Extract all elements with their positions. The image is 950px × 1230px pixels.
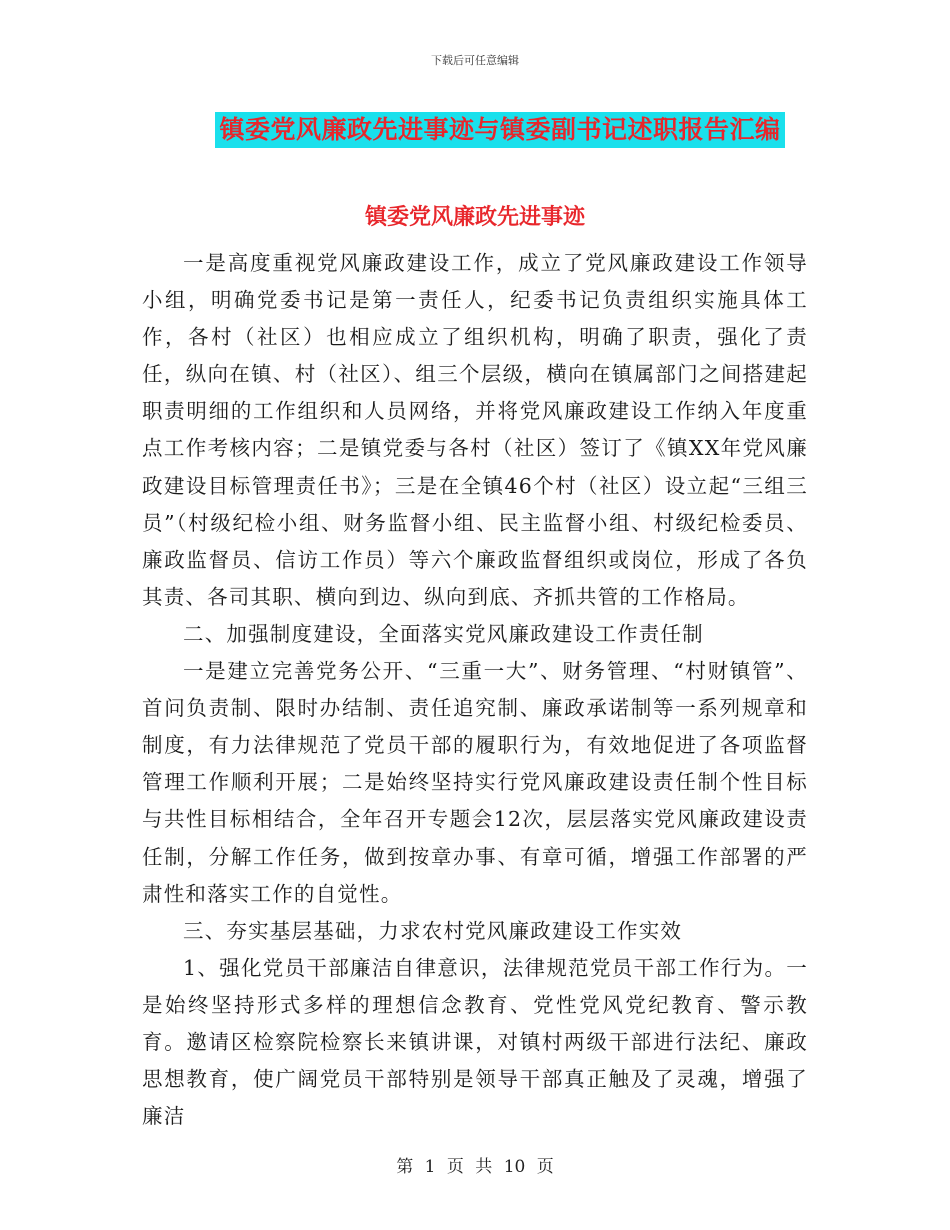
page-footer: 第 1 页 共 10 页 [396, 1157, 554, 1177]
paragraph: 一是建立完善党务公开、“三重一大”、财务管理、“村财镇管”、首问负责制、限时办结制、责任追究制、廉政承诺制等一系列规章和制度，有力法律规范了党员干部的履职行为，有效地促进了各项监督管理工作顺利开展；二是始终坚持实行党风廉政建设责任制个性目标与共性目标相结合，全年召开专题会12次，层层落实党风廉政建设责任制，分解工作任务，做到按章办事、有章可循，增强工作部署的严肃性和落实工作的自觉性。 [142, 659, 808, 906]
paragraph: 二、加强制度建设，全面落实党风廉政建设工作责任制 [183, 621, 704, 646]
paragraph: 三、夯实基层基础，力求农村党风廉政建设工作实效 [183, 918, 683, 943]
document-body [142, 245, 808, 1135]
document-title: 镇委党风廉政先进事迹与镇委副书记述职报告汇编 [215, 112, 784, 148]
header-note: 下载后可任意编辑 [431, 54, 519, 67]
title-container [0, 112, 950, 148]
paragraph: 1、强化党员干部廉洁自律意识，法律规范党员干部工作行为。一是始终坚持形式多样的理想信念教育、党性党风党纪教育、警示教育。邀请区检察院检察长来镇讲课，对镇村两级干部进行法纪、廉政思想教育，使广阔党员干部特别是领导干部真正触及了灵魂，增强了廉洁 [142, 955, 808, 1129]
paragraph: 一是高度重视党风廉政建设工作，成立了党风廉政建设工作领导小组，明确党委书记是第一责任人，纪委书记负责组织实施具体工作，各村（社区）也相应成立了组织机构，明确了职责，强化了责任，纵向在镇、村（社区）、组三个层级，横向在镇属部门之间搭建起职责明细的工作组织和人员网络，并将党风廉政建设工作纳入年度重点工作考核内容；二是镇党委与各村（社区）签订了《镇XX年党风廉政建设目标管理责任书》；三是在全镇46个村（社区）设立起“三组三员”（村级纪检小组、财务监督小组、民主监督小组、村级纪检委员、廉政监督员、信访工作员）等六个廉政监督组织或岗位，形成了各负其责、各司其职、横向到边、纵向到底、齐抓共管的工作格局。 [142, 251, 808, 609]
section-title: 镇委党风廉政先进事迹 [364, 204, 585, 230]
